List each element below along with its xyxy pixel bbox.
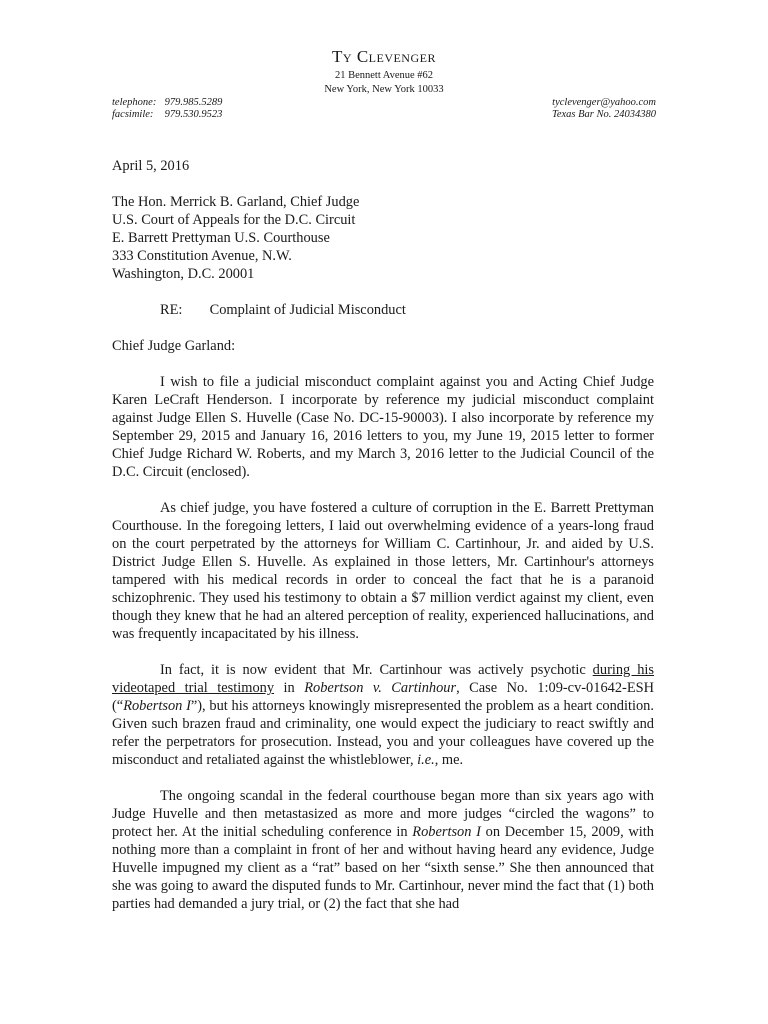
p3-text: , me. — [434, 752, 464, 768]
recipient-line: U.S. Court of Appeals for the D.C. Circuit — [112, 212, 356, 228]
paragraph-2: As chief judge, you have fostered a culture of corruption in the E. Barrett Prettyman Courthouse. In the foregoing letters, I laid out overwhelming evidence of a years-long fraud on the court perpetrated by the attorneys for William C. Cartinhour, Jr. and aided by U.S. District Judge Ellen S. Huvelle. As explained in those letters, Mr. Cartinhour's attorneys tampered with his medical records in order to conceal the fact that he is a paranoid schizophrenic. They used his testimony to obtain a $7 million verdict against my client, even though they knew that he had an altered perception of reality, experienced hallucinations, and was frequently incapacitated by his illness. — [112, 500, 654, 642]
p4-case-name: Robertson I — [412, 824, 481, 840]
paragraph-4 — [112, 787, 654, 913]
telephone-number: 979.985.5289 — [164, 97, 223, 108]
p3-underlined-text: during his videotaped trial testimony — [112, 662, 654, 696]
telephone-label: telephone: — [112, 97, 157, 108]
email-address: tyclevenger@yahoo.com — [552, 97, 656, 108]
paragraph-3 — [112, 661, 654, 769]
salutation: Chief Judge Garland: — [112, 338, 236, 354]
facsimile-label: facsimile: — [112, 109, 154, 120]
p3-text: In fact, it is now evident that Mr. Cartinhour was actively psychotic — [160, 662, 593, 678]
paragraph-1: I wish to file a judicial misconduct complaint against you and Acting Chief Judge Karen LeCraft Henderson. I incorporate by reference my judicial misconduct complaint against Judge Ellen S. Huvelle (Case No. DC-15-90003). I also incorporate by reference my September 29, 2015 and January 16, 2016 letters to you, my June 19, 2015 letter to former Chief Judge Richard W. Roberts, and my March 3, 2016 letter to the Judicial Council of the D.C. Circuit (enclosed). — [112, 374, 654, 480]
letterhead-contact-right — [552, 97, 656, 121]
p3-text: ”), but his attorneys knowingly misrepresented the problem as a heart condition. Given such brazen fraud and criminality, one would expect the judiciary to react swiftly and refer the perpetrators for prosecution. Instead, you and your colleagues have covered up the misconduct and retaliated against the whistleblower, — [112, 698, 654, 768]
recipient-line: E. Barrett Prettyman U.S. Courthouse — [112, 230, 330, 246]
recipient-line: Washington, D.C. 20001 — [112, 266, 255, 282]
re-subject: Complaint of Judicial Misconduct — [209, 302, 406, 318]
re-label: RE: — [160, 302, 183, 318]
letter-body — [112, 157, 654, 931]
p3-text: , Case No. 1:09-cv-01642-ESH (“ — [112, 680, 655, 714]
p4-text: on December 15, 2009, with nothing more than a complaint in front of her and without having heard any evidence, Judge Huvelle impugned my client as a “rat” based on her “sixth sense.” She then announced that she was going to award the disputed funds to Mr. Cartinhour, never mind the fact that (1) both parties had demanded a jury trial, or (2) the fact that she had — [112, 824, 655, 912]
p3-ie: i.e. — [417, 752, 435, 768]
letterhead-contact-left — [112, 97, 222, 121]
letter-date: April 5, 2016 — [112, 158, 190, 174]
letterhead-address-line2: New York, New York 10033 — [324, 84, 444, 95]
p4-text: The ongoing scandal in the federal courthouse began more than six years ago with Judge Huvelle and then metastasized as more and more judges “circled the wagons” to protect her. At the initial scheduling conference in — [112, 788, 654, 840]
letterhead-name: Ty Clevenger — [332, 47, 436, 66]
p3-text: in — [274, 680, 305, 696]
p3-case-short-name: Robertson I — [123, 698, 191, 714]
subject-line — [160, 301, 654, 319]
recipient-line: 333 Constitution Avenue, N.W. — [112, 248, 292, 264]
recipient-address-block — [112, 193, 654, 283]
p3-case-name: Robertson v. Cartinhour — [304, 680, 457, 696]
recipient-line: The Hon. Merrick B. Garland, Chief Judge — [112, 194, 360, 210]
facsimile-number: 979.530.9523 — [164, 109, 223, 120]
bar-number: Texas Bar No. 24034380 — [551, 109, 656, 120]
letterhead-address-line1: 21 Bennett Avenue #62 — [334, 70, 434, 81]
